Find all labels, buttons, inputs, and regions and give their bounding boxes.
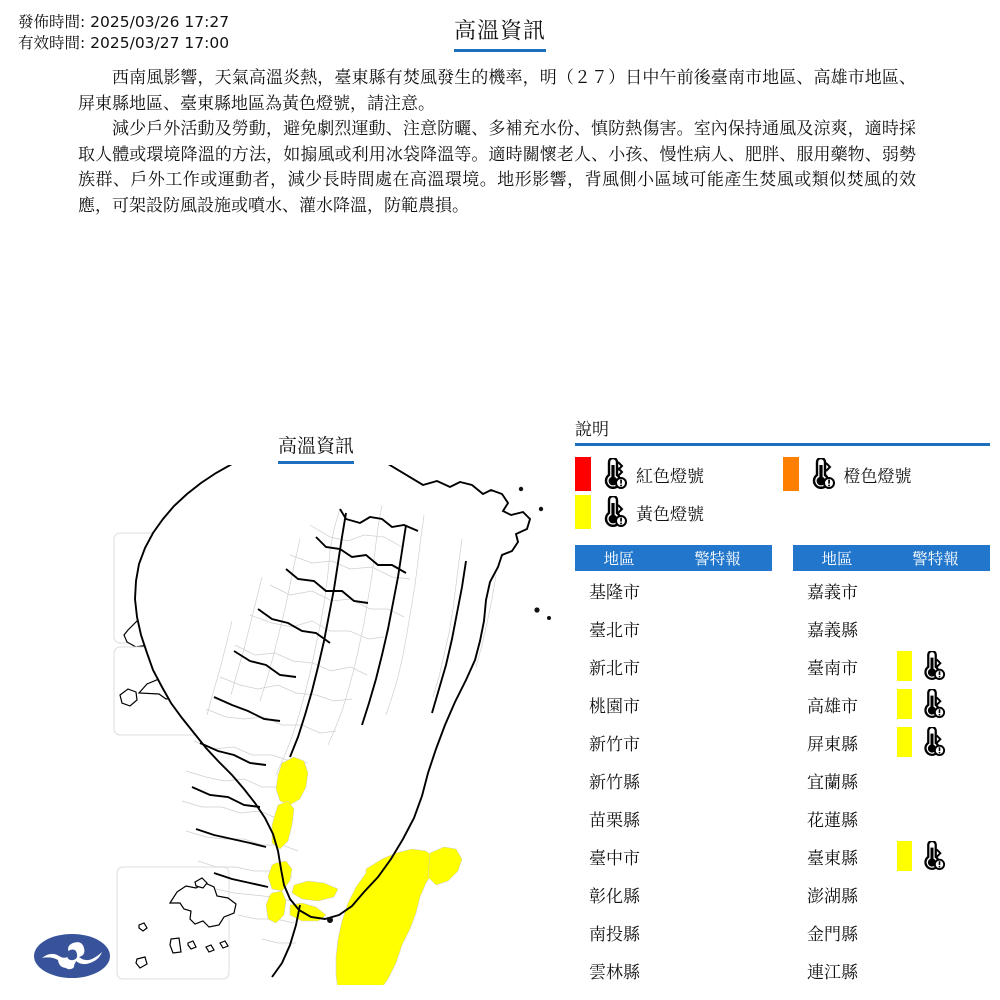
table-row[interactable] bbox=[575, 647, 772, 685]
warning-cell bbox=[665, 651, 773, 681]
warning-cell bbox=[665, 879, 773, 909]
region-name: 新北市 bbox=[589, 658, 640, 679]
table-row[interactable] bbox=[793, 761, 990, 799]
region-name: 新竹縣 bbox=[589, 772, 640, 793]
thermometer-alert-icon bbox=[918, 841, 946, 871]
column-header-region: 地區 bbox=[821, 550, 853, 568]
table-row[interactable] bbox=[575, 837, 772, 875]
warning-table-left bbox=[575, 545, 772, 989]
cwa-logo bbox=[32, 930, 112, 982]
warning-cell bbox=[665, 841, 773, 871]
warning-cell bbox=[883, 841, 991, 871]
table-row[interactable] bbox=[793, 799, 990, 837]
table-header bbox=[793, 545, 990, 571]
legend-item-orange bbox=[783, 457, 991, 491]
page-title-text: 高溫資訊 bbox=[454, 14, 546, 52]
table-row[interactable] bbox=[793, 647, 990, 685]
warning-cell bbox=[665, 955, 773, 985]
warning-swatch bbox=[897, 727, 912, 757]
legend-swatch-red bbox=[575, 457, 591, 491]
thermometer-alert-icon bbox=[918, 651, 946, 681]
table-row[interactable] bbox=[575, 571, 772, 609]
table-row[interactable] bbox=[575, 685, 772, 723]
warning-cell bbox=[883, 727, 991, 757]
region-name: 臺中市 bbox=[589, 848, 640, 869]
warning-cell bbox=[665, 575, 773, 605]
region-name: 臺南市 bbox=[807, 658, 858, 679]
table-row[interactable] bbox=[793, 913, 990, 951]
warning-cell bbox=[883, 803, 991, 833]
table-row[interactable] bbox=[793, 571, 990, 609]
warning-cell bbox=[883, 689, 991, 719]
taiwan-main-island[interactable] bbox=[135, 465, 530, 919]
warning-cell bbox=[665, 803, 773, 833]
region-name: 彰化縣 bbox=[589, 886, 640, 907]
taiwan-warning-map[interactable] bbox=[10, 465, 560, 985]
legend-title: 說明 bbox=[575, 420, 609, 440]
thermometer-alert-icon bbox=[806, 458, 836, 490]
table-row[interactable] bbox=[793, 685, 990, 723]
region-name: 宜蘭縣 bbox=[807, 772, 858, 793]
table-row[interactable] bbox=[793, 951, 990, 989]
legend-row bbox=[575, 493, 990, 531]
warning-cell bbox=[665, 727, 773, 757]
thermometer-alert-icon bbox=[598, 496, 628, 528]
column-header-region: 地區 bbox=[603, 550, 635, 568]
map-title bbox=[278, 431, 354, 464]
valid-time: 有效時間: 2025/03/27 17:00 bbox=[18, 34, 230, 52]
warning-table-right bbox=[793, 545, 990, 989]
warning-swatch bbox=[897, 689, 912, 719]
region-name: 高雄市 bbox=[807, 696, 858, 717]
table-body-right bbox=[793, 571, 990, 989]
region-name: 臺北市 bbox=[589, 620, 640, 641]
legend-swatch-yellow bbox=[575, 495, 591, 529]
table-row[interactable] bbox=[575, 761, 772, 799]
region-name: 連江縣 bbox=[807, 962, 858, 983]
region-name: 澎湖縣 bbox=[807, 886, 858, 907]
warning-cell bbox=[883, 879, 991, 909]
advisory-body bbox=[78, 66, 916, 220]
region-name: 嘉義縣 bbox=[807, 620, 858, 641]
table-row[interactable] bbox=[793, 723, 990, 761]
table-header bbox=[575, 545, 772, 571]
region-name: 新竹市 bbox=[589, 734, 640, 755]
region-name: 雲林縣 bbox=[589, 962, 640, 983]
warning-cell bbox=[665, 613, 773, 643]
legend-item-yellow bbox=[575, 495, 810, 529]
region-name: 屏東縣 bbox=[807, 734, 858, 755]
column-header-warning: 警特報 bbox=[912, 550, 959, 568]
warning-cell bbox=[665, 689, 773, 719]
table-body-left bbox=[575, 571, 772, 989]
column-header-warning: 警特報 bbox=[694, 550, 741, 568]
region-name: 基隆市 bbox=[589, 582, 640, 603]
thermometer-alert-icon bbox=[918, 727, 946, 757]
table-row[interactable] bbox=[575, 913, 772, 951]
advisory-paragraph-2: 減少戶外活動及勞動，避免劇烈運動、注意防曬、多補充水份、慎防熱傷害。室內保持通風及涼爽，適時採取人體或環境降溫的方法，如搧風或利用冰袋降溫等。適時關懷老人、小孩、慢性病人、肥胖、服用藥物、弱勢族群、戶外工作或運動者，減少長時間處在高溫環境。地形影響，背風側小區域可能產生焚風或類似焚風的效應，可架設防風設施或噴水、灌水降溫，防範農損。 bbox=[78, 119, 916, 216]
region-name: 金門縣 bbox=[807, 924, 858, 945]
legend-rows bbox=[575, 455, 990, 531]
legend-row bbox=[575, 455, 990, 493]
page-title bbox=[0, 14, 1000, 52]
issue-time: 發佈時間: 2025/03/26 17:27 bbox=[18, 13, 230, 31]
region-name: 花蓮縣 bbox=[807, 810, 858, 831]
legend-and-table-panel bbox=[575, 415, 990, 989]
table-row[interactable] bbox=[575, 799, 772, 837]
map-title-text: 高溫資訊 bbox=[278, 431, 354, 464]
table-row[interactable] bbox=[793, 875, 990, 913]
warning-tables bbox=[575, 545, 990, 989]
warning-cell bbox=[883, 955, 991, 985]
legend-label-red: 紅色燈號 bbox=[636, 466, 704, 487]
legend-swatch-orange bbox=[783, 457, 799, 491]
penghu-inset bbox=[117, 867, 236, 979]
legend-item-red bbox=[575, 457, 783, 491]
warning-cell bbox=[883, 765, 991, 795]
warning-cell bbox=[883, 651, 991, 681]
map-panel bbox=[10, 415, 560, 1000]
region-name: 南投縣 bbox=[589, 924, 640, 945]
warning-cell bbox=[665, 765, 773, 795]
warning-cell bbox=[665, 917, 773, 947]
legend-divider bbox=[575, 443, 990, 446]
advisory-paragraph-1: 西南風影響，天氣高溫炎熱，臺東縣有焚風發生的機率，明（２７）日中午前後臺南市地區、高雄市地區、屏東縣地區、臺東縣地區為黃色燈號，請注意。 bbox=[78, 68, 916, 114]
table-row[interactable] bbox=[575, 609, 772, 647]
region-name: 臺東縣 bbox=[807, 848, 858, 869]
table-row[interactable] bbox=[793, 609, 990, 647]
warning-cell bbox=[883, 917, 991, 947]
thermometer-alert-icon bbox=[598, 458, 628, 490]
warning-swatch bbox=[897, 651, 912, 681]
table-row[interactable] bbox=[575, 723, 772, 761]
table-row[interactable] bbox=[793, 837, 990, 875]
region-name: 桃園市 bbox=[589, 696, 640, 717]
region-name: 苗栗縣 bbox=[589, 810, 640, 831]
legend-label-orange: 橙色燈號 bbox=[843, 466, 912, 487]
table-row[interactable] bbox=[575, 951, 772, 989]
legend-label-yellow: 黃色燈號 bbox=[636, 504, 704, 525]
warning-cell bbox=[883, 613, 991, 643]
warning-swatch bbox=[897, 841, 912, 871]
thermometer-alert-icon bbox=[918, 689, 946, 719]
region-name: 嘉義市 bbox=[807, 582, 858, 603]
table-row[interactable] bbox=[575, 875, 772, 913]
warning-cell bbox=[883, 575, 991, 605]
